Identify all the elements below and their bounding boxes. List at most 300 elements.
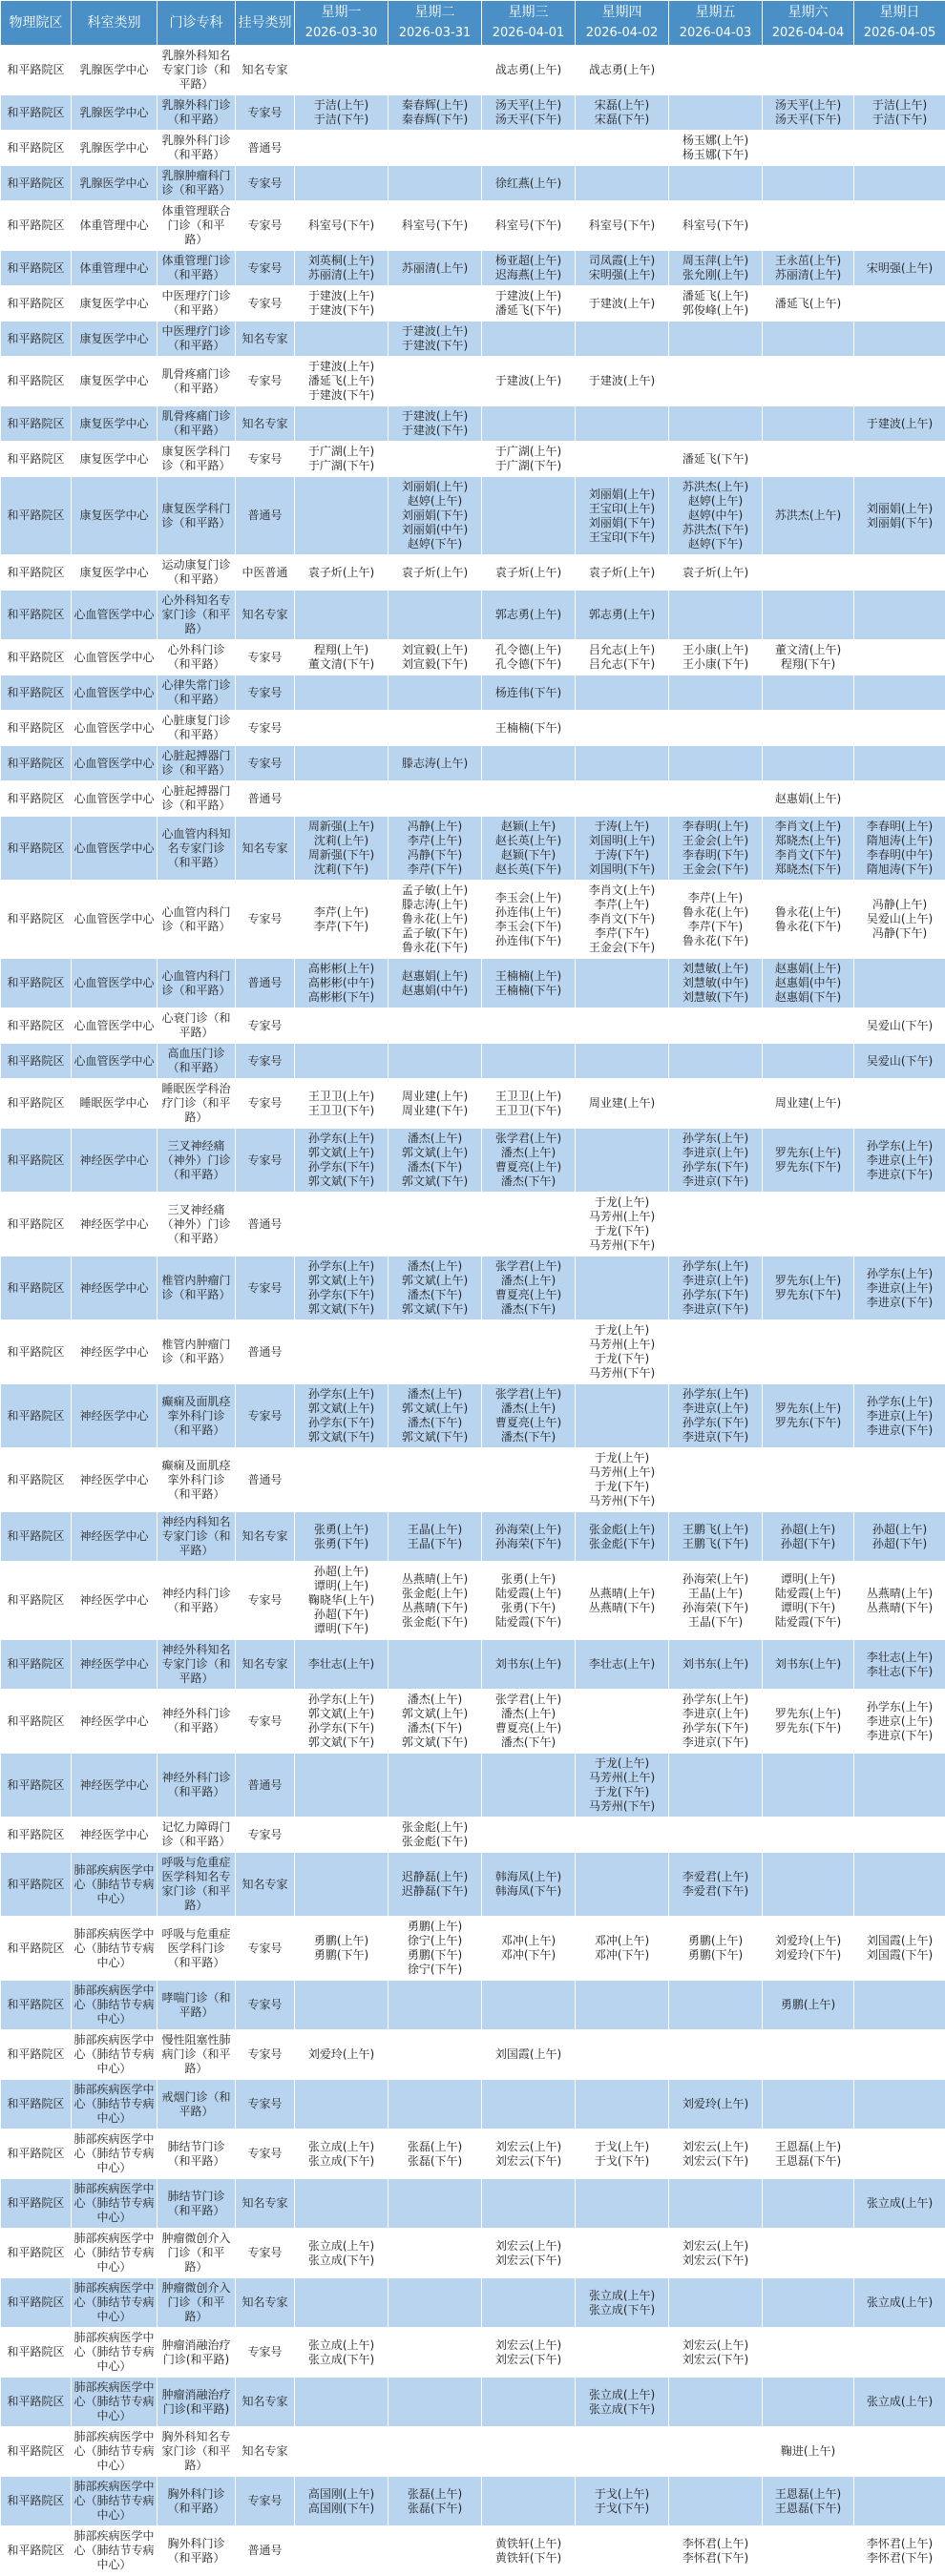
schedule-cell <box>763 2526 854 2576</box>
doctor-shift: 孙学东(下午) <box>297 1721 386 1735</box>
doctor-shift: 苏洪杰(上午) <box>765 509 851 523</box>
doctor-shift: 李玉会(下午) <box>484 920 573 934</box>
doctor-shift: 王卫卫(下午) <box>484 1104 573 1118</box>
table-row <box>1 406 945 442</box>
clinic-cell: 心血管内科门诊（和平路） <box>158 881 236 959</box>
doctor-shift: 科室号(下午) <box>484 218 573 233</box>
table-row <box>1 1562 945 1640</box>
doctor-shift: 谭明(下午) <box>297 1622 386 1636</box>
doctor-shift: 周新强(下午) <box>297 848 386 862</box>
clinic-cell: 心衰门诊（和平路） <box>158 1008 236 1044</box>
doctor-shift: 孙超(下午) <box>297 1608 386 1622</box>
schedule-cell <box>763 1754 854 1818</box>
schedule-cell <box>576 1008 669 1044</box>
schedule-cell <box>854 251 945 286</box>
doctor-shift: 刘宏云(上午) <box>484 2338 573 2353</box>
campus-cell: 和平路院区 <box>1 322 72 357</box>
doctor-shift: 科室号(下午) <box>297 218 386 233</box>
doctor-shift: 郭文斌(上午) <box>297 1146 386 1160</box>
doctor-shift: 韩海凤(下午) <box>484 1884 573 1899</box>
clinic-cell: 心血管内科知名专家门诊（和平路） <box>158 817 236 881</box>
doctor-shift: 陆爱霞(下午) <box>484 1615 573 1630</box>
department-cell: 康复医学中心 <box>72 442 158 477</box>
doctor-shift: 罗先东(上午) <box>765 1402 851 1416</box>
doctor-shift: 王楠楠(上午) <box>484 969 573 984</box>
doctor-shift: 高彬彬(上午) <box>297 962 386 976</box>
doctor-shift: 张勇(上午) <box>297 1523 386 1537</box>
schedule-cell <box>388 555 482 591</box>
schedule-cell <box>482 1754 576 1818</box>
schedule-cell <box>295 1690 388 1754</box>
doctor-shift: 李春明(上午) <box>671 820 760 834</box>
schedule-cell <box>482 1981 576 2030</box>
registration-cell: 普通号 <box>236 1320 295 1384</box>
doctor-shift: 孟子敏(下午) <box>390 926 479 941</box>
header-day-tue <box>388 1 482 46</box>
schedule-cell <box>576 2129 669 2179</box>
schedule-cell <box>576 640 669 675</box>
registration-cell: 专家号 <box>236 675 295 711</box>
doctor-shift: 勇鹏(下午) <box>390 1948 479 1963</box>
doctor-shift: 吕允志(上午) <box>578 643 666 657</box>
registration-cell: 普通号 <box>236 1448 295 1512</box>
doctor-shift: 刘丽娟(中午) <box>390 523 479 537</box>
doctor-shift: 李进京(上午) <box>671 1707 760 1721</box>
schedule-cell <box>295 959 388 1008</box>
schedule-cell <box>763 1320 854 1384</box>
clinic-cell: 肿瘤微创介入门诊（和平路） <box>158 2229 236 2278</box>
schedule-cell <box>388 2477 482 2526</box>
schedule-cell <box>763 2229 854 2278</box>
doctor-shift: 赵惠娟(上午) <box>390 969 479 984</box>
doctor-shift: 刘宏云(下午) <box>484 2254 573 2268</box>
registration-cell: 专家号 <box>236 286 295 322</box>
schedule-cell <box>763 555 854 591</box>
schedule-cell <box>763 2080 854 2129</box>
table-row <box>1 442 945 477</box>
clinic-cell: 神经内科门诊（和平路） <box>158 1562 236 1640</box>
doctor-shift: 于建波(上午) <box>578 297 666 311</box>
schedule-cell <box>576 1690 669 1754</box>
doctor-shift: 张立成(上午) <box>856 2296 943 2310</box>
clinic-cell: 癫痫及面肌痉挛外科门诊（和平路） <box>158 1448 236 1512</box>
schedule-cell <box>854 46 945 95</box>
schedule-cell <box>669 881 763 959</box>
table-row <box>1 781 945 817</box>
schedule-cell <box>576 2427 669 2477</box>
clinic-cell: 记忆力障碍门诊（和平路） <box>158 1818 236 1853</box>
clinic-cell: 心外科知名专家门诊（和平路） <box>158 591 236 640</box>
department-cell: 睡眠医学中心 <box>72 1079 158 1129</box>
clinic-cell: 肌骨疼痛门诊（和平路） <box>158 406 236 442</box>
registration-cell: 专家号 <box>236 2229 295 2278</box>
doctor-shift: 高彬彬(下午) <box>297 990 386 1005</box>
doctor-shift: 郑晓杰(下午) <box>765 862 851 877</box>
department-cell: 康复医学中心 <box>72 286 158 322</box>
doctor-shift: 刘国霞(上午) <box>484 2047 573 2062</box>
table-row <box>1 746 945 781</box>
doctor-shift: 于建波(上午) <box>297 289 386 303</box>
clinic-cell: 肺结节门诊（和平路） <box>158 2129 236 2179</box>
doctor-shift: 刘宏云(上午) <box>484 2140 573 2154</box>
doctor-shift: 罗先东(上午) <box>765 1274 851 1288</box>
schedule-cell <box>388 131 482 166</box>
table-row <box>1 2427 945 2477</box>
day-name: 星期三 <box>509 5 549 20</box>
schedule-cell <box>388 201 482 251</box>
doctor-shift: 于龙(上午) <box>578 1323 666 1338</box>
schedule-cell <box>669 781 763 817</box>
schedule-cell <box>763 1640 854 1690</box>
campus-cell: 和平路院区 <box>1 711 72 746</box>
department-cell: 康复医学中心 <box>72 357 158 406</box>
table-row <box>1 640 945 675</box>
doctor-shift: 科室号(下午) <box>671 218 760 233</box>
clinic-cell: 体重管理门诊（和平路） <box>158 251 236 286</box>
schedule-cell <box>576 46 669 95</box>
doctor-shift: 刘宣毅(上午) <box>390 643 479 657</box>
schedule-cell <box>388 1044 482 1079</box>
doctor-shift: 张勇(下午) <box>297 1537 386 1551</box>
doctor-shift: 曹夏亮(上午) <box>484 1160 573 1174</box>
doctor-shift: 孙超(上午) <box>297 1565 386 1579</box>
schedule-cell <box>669 1640 763 1690</box>
schedule-cell <box>295 322 388 357</box>
doctor-shift: 赵惠娟(上午) <box>765 962 851 976</box>
campus-cell: 和平路院区 <box>1 2278 72 2328</box>
schedule-cell <box>482 95 576 131</box>
table-row <box>1 131 945 166</box>
clinic-cell: 哮喘门诊（和平路） <box>158 1981 236 2030</box>
doctor-shift: 张立成(下午) <box>578 2303 666 2317</box>
department-cell: 肺部疾病医学中心（肺结节专病中心） <box>72 2477 158 2526</box>
table-row <box>1 2526 945 2576</box>
doctor-shift: 鲁永花(上午) <box>390 912 479 926</box>
schedule-cell <box>388 817 482 881</box>
schedule-cell <box>669 1384 763 1448</box>
schedule-cell <box>482 1044 576 1079</box>
schedule-cell <box>854 1448 945 1512</box>
clinic-cell: 高血压门诊（和平路） <box>158 1044 236 1079</box>
schedule-cell <box>576 2477 669 2526</box>
doctor-shift: 王晶(上午) <box>390 1523 479 1537</box>
doctor-shift: 潘杰(上午) <box>390 1259 479 1274</box>
doctor-shift: 赵惠娟(中午) <box>390 984 479 998</box>
schedule-cell <box>576 477 669 555</box>
doctor-shift: 周业建(上午) <box>390 1090 479 1104</box>
schedule-cell <box>388 746 482 781</box>
doctor-shift: 王卫卫(上午) <box>484 1090 573 1104</box>
schedule-cell <box>388 591 482 640</box>
doctor-shift: 于建波(上午) <box>484 374 573 388</box>
doctor-shift: 张勇(下午) <box>484 1601 573 1615</box>
doctor-shift: 罗先东(下午) <box>765 1416 851 1430</box>
schedule-cell <box>763 1818 854 1853</box>
schedule-cell <box>388 2378 482 2427</box>
doctor-shift: 滕志涛(上午) <box>390 757 479 771</box>
schedule-cell <box>669 201 763 251</box>
department-cell: 神经医学中心 <box>72 1448 158 1512</box>
doctor-shift: 吴爱山(下午) <box>856 1019 943 1033</box>
doctor-shift: 王楠楠(下午) <box>484 984 573 998</box>
schedule-cell <box>576 1257 669 1320</box>
schedule-cell <box>854 1257 945 1320</box>
schedule-cell <box>854 1754 945 1818</box>
department-cell: 神经医学中心 <box>72 1384 158 1448</box>
doctor-shift: 孙海荣(下午) <box>671 1601 760 1615</box>
doctor-shift: 王卫卫(下午) <box>297 1104 386 1118</box>
doctor-shift: 潘杰(下午) <box>390 1416 479 1430</box>
schedule-cell <box>388 1754 482 1818</box>
schedule-cell <box>482 2129 576 2179</box>
doctor-shift: 张立成(上午) <box>578 2388 666 2402</box>
schedule-cell <box>388 1384 482 1448</box>
department-cell: 心血管医学中心 <box>72 881 158 959</box>
doctor-shift: 王恩磊(下午) <box>765 2502 851 2516</box>
registration-cell: 专家号 <box>236 1129 295 1193</box>
registration-cell: 专家号 <box>236 1981 295 2030</box>
schedule-cell <box>854 959 945 1008</box>
schedule-cell <box>854 591 945 640</box>
doctor-shift: 杨亚超(上午) <box>484 254 573 268</box>
schedule-cell <box>763 881 854 959</box>
doctor-shift: 王金会(下午) <box>578 941 666 955</box>
doctor-shift: 赵婷(下午) <box>390 537 479 551</box>
campus-cell: 和平路院区 <box>1 959 72 1008</box>
schedule-cell <box>576 2080 669 2129</box>
schedule-cell <box>576 675 669 711</box>
schedule-cell <box>854 357 945 406</box>
schedule-cell <box>295 675 388 711</box>
doctor-shift: 丛燕晴(上午) <box>390 1572 479 1587</box>
doctor-shift: 于建波(上午) <box>578 374 666 388</box>
campus-cell: 和平路院区 <box>1 2378 72 2427</box>
department-cell: 体重管理中心 <box>72 201 158 251</box>
doctor-shift: 孙学东(上午) <box>856 1139 943 1153</box>
doctor-shift: 于戈(上午) <box>578 2487 666 2502</box>
schedule-cell <box>482 251 576 286</box>
doctor-shift: 于戈(下午) <box>578 2154 666 2169</box>
doctor-shift: 鲁永花(下午) <box>390 941 479 955</box>
doctor-shift: 马芳州(上午) <box>578 1771 666 1785</box>
doctor-shift: 冯静(下午) <box>856 926 943 941</box>
table-row <box>1 1512 945 1562</box>
doctor-shift: 张立成(上午) <box>578 2289 666 2303</box>
header-day-sun <box>854 1 945 46</box>
schedule-cell <box>763 1917 854 1981</box>
campus-cell: 和平路院区 <box>1 1917 72 1981</box>
campus-cell: 和平路院区 <box>1 1981 72 2030</box>
doctor-shift: 袁子炘(上午) <box>390 566 479 580</box>
doctor-shift: 曹夏亮(上午) <box>484 1416 573 1430</box>
schedule-cell <box>388 1008 482 1044</box>
schedule-cell <box>295 2328 388 2378</box>
doctor-shift: 勇鹏(上午) <box>765 1998 851 2012</box>
schedule-cell <box>576 286 669 322</box>
clinic-cell: 神经外科门诊（和平路） <box>158 1690 236 1754</box>
table-row <box>1 1008 945 1044</box>
doctor-shift: 罗先东(上午) <box>765 1146 851 1160</box>
doctor-shift: 李壮志(上午) <box>297 1657 386 1672</box>
doctor-shift: 徐宁(上午) <box>390 1934 479 1948</box>
doctor-shift: 于建波(上午) <box>390 409 479 424</box>
schedule-cell <box>482 1384 576 1448</box>
schedule-cell <box>576 2030 669 2080</box>
doctor-shift: 鲁永花(下午) <box>765 920 851 934</box>
day-date: 2026-04-01 <box>484 23 573 44</box>
doctor-shift: 袁子炘(上午) <box>484 566 573 580</box>
schedule-cell <box>854 286 945 322</box>
doctor-shift: 陆爱霞(上午) <box>484 1587 573 1601</box>
doctor-shift: 刘爱玲(上午) <box>765 1934 851 1948</box>
schedule-cell <box>854 1079 945 1129</box>
department-cell: 神经医学中心 <box>72 1193 158 1257</box>
registration-cell: 专家号 <box>236 1384 295 1448</box>
doctor-shift: 于建波(下午) <box>297 303 386 318</box>
doctor-shift: 马芳州(下午) <box>578 1494 666 1508</box>
campus-cell: 和平路院区 <box>1 881 72 959</box>
clinic-cell: 乳腺肿瘤科门诊（和平路） <box>158 166 236 201</box>
registration-cell: 专家号 <box>236 711 295 746</box>
doctor-shift: 孙学东(下午) <box>297 1416 386 1430</box>
doctor-shift: 高彬彬(中午) <box>297 976 386 990</box>
department-cell: 心血管医学中心 <box>72 746 158 781</box>
doctor-shift: 陆爱霞(上午) <box>765 1587 851 1601</box>
schedule-cell <box>576 555 669 591</box>
doctor-shift: 高国刚(上午) <box>297 2487 386 2502</box>
doctor-shift: 赵婷(上午) <box>671 494 760 509</box>
doctor-shift: 张金彪(上午) <box>390 1820 479 1835</box>
doctor-shift: 汤天平(上午) <box>484 98 573 113</box>
table-row <box>1 2030 945 2080</box>
doctor-shift: 张学君(上午) <box>484 1693 573 1707</box>
campus-cell: 和平路院区 <box>1 2229 72 2278</box>
doctor-shift: 刘丽娟(上午) <box>578 488 666 502</box>
doctor-shift: 郭文斌(上午) <box>390 1274 479 1288</box>
schedule-cell <box>763 781 854 817</box>
doctor-shift: 孙学东(上午) <box>856 1267 943 1281</box>
doctor-shift: 郭文斌(上午) <box>390 1707 479 1721</box>
schedule-cell <box>576 1193 669 1257</box>
schedule-cell <box>669 1044 763 1079</box>
doctor-shift: 郭文斌(下午) <box>297 1302 386 1317</box>
schedule-cell <box>388 442 482 477</box>
doctor-shift: 孔令德(上午) <box>484 643 573 657</box>
campus-cell: 和平路院区 <box>1 746 72 781</box>
doctor-shift: 张学君(上午) <box>484 1387 573 1402</box>
schedule-cell <box>295 555 388 591</box>
schedule-cell <box>295 2030 388 2080</box>
doctor-shift: 高国刚(下午) <box>297 2502 386 2516</box>
doctor-shift: 潘杰(上午) <box>484 1402 573 1416</box>
schedule-cell <box>388 1193 482 1257</box>
schedule-cell <box>388 2080 482 2129</box>
registration-cell: 专家号 <box>236 1008 295 1044</box>
clinic-cell: 戒烟门诊（和平路） <box>158 2080 236 2129</box>
doctor-shift: 宋明强(上午) <box>578 268 666 282</box>
doctor-shift: 李壮志(上午) <box>856 1651 943 1665</box>
header-campus: 物理院区 <box>1 1 72 46</box>
schedule-cell <box>482 1818 576 1853</box>
campus-cell: 和平路院区 <box>1 1690 72 1754</box>
schedule-cell <box>482 322 576 357</box>
table-row <box>1 1818 945 1853</box>
doctor-shift: 马芳州(下午) <box>578 1366 666 1381</box>
schedule-cell <box>576 817 669 881</box>
doctor-shift: 王卫卫(上午) <box>297 1090 386 1104</box>
doctor-shift: 鲁永花(上午) <box>671 905 760 920</box>
schedule-cell <box>482 1257 576 1320</box>
registration-cell: 知名专家 <box>236 1640 295 1690</box>
schedule-cell <box>763 1044 854 1079</box>
schedule-cell <box>854 2229 945 2278</box>
schedule-cell <box>763 477 854 555</box>
schedule-cell <box>854 1044 945 1079</box>
schedule-cell <box>854 640 945 675</box>
schedule-cell <box>669 1448 763 1512</box>
doctor-shift: 潘延飞(上午) <box>297 374 386 388</box>
doctor-shift: 于洁(下午) <box>856 113 943 127</box>
doctor-shift: 郭文斌(上午) <box>390 1402 479 1416</box>
doctor-shift: 李玉会(上午) <box>484 891 573 905</box>
schedule-cell <box>576 1640 669 1690</box>
schedule-cell <box>576 1754 669 1818</box>
schedule-cell <box>854 201 945 251</box>
campus-cell: 和平路院区 <box>1 1008 72 1044</box>
doctor-shift: 潘杰(上午) <box>484 1707 573 1721</box>
doctor-shift: 潘延飞(下午) <box>671 452 760 467</box>
schedule-cell <box>669 1690 763 1754</box>
table-row <box>1 477 945 555</box>
schedule-cell <box>854 817 945 881</box>
schedule-cell <box>763 2030 854 2080</box>
doctor-shift: 张磊(下午) <box>390 2154 479 2169</box>
clinic-cell: 三叉神经痛（神外）门诊（和平路） <box>158 1129 236 1193</box>
doctor-shift: 赵惠娟(下午) <box>765 990 851 1005</box>
day-date: 2026-04-05 <box>856 23 943 44</box>
doctor-shift: 曹夏亮(上午) <box>484 1721 573 1735</box>
doctor-shift: 张立成(上午) <box>856 2395 943 2409</box>
schedule-cell <box>669 591 763 640</box>
doctor-shift: 王晶(下午) <box>671 1615 760 1630</box>
doctor-shift: 刘丽娟(下午) <box>390 509 479 523</box>
clinic-cell: 肌骨疼痛门诊（和平路） <box>158 357 236 406</box>
table-row <box>1 1044 945 1079</box>
clinic-cell: 肿瘤微创介入门诊（和平路） <box>158 2278 236 2328</box>
clinic-cell: 康复医学科门诊（和平路） <box>158 442 236 477</box>
schedule-cell <box>763 2129 854 2179</box>
doctor-shift: 王恩磊(下午) <box>765 2154 851 2169</box>
doctor-shift: 孙学东(下午) <box>297 1288 386 1302</box>
schedule-cell <box>669 46 763 95</box>
table-row <box>1 1754 945 1818</box>
schedule-cell <box>763 286 854 322</box>
schedule-cell <box>669 2080 763 2129</box>
campus-cell: 和平路院区 <box>1 1512 72 1562</box>
department-cell: 神经医学中心 <box>72 1640 158 1690</box>
schedule-cell <box>763 1079 854 1129</box>
doctor-shift: 刘宏云(上午) <box>671 2239 760 2254</box>
doctor-shift: 程翔(下午) <box>765 657 851 672</box>
registration-cell: 专家号 <box>236 746 295 781</box>
doctor-shift: 于涛(上午) <box>578 820 666 834</box>
registration-cell: 知名专家 <box>236 1512 295 1562</box>
department-cell: 康复医学中心 <box>72 555 158 591</box>
doctor-shift: 刘书东(上午) <box>765 1657 851 1672</box>
doctor-shift: 潘杰(上午) <box>390 1387 479 1402</box>
doctor-shift: 潘杰(下午) <box>484 1430 573 1444</box>
schedule-cell <box>576 442 669 477</box>
